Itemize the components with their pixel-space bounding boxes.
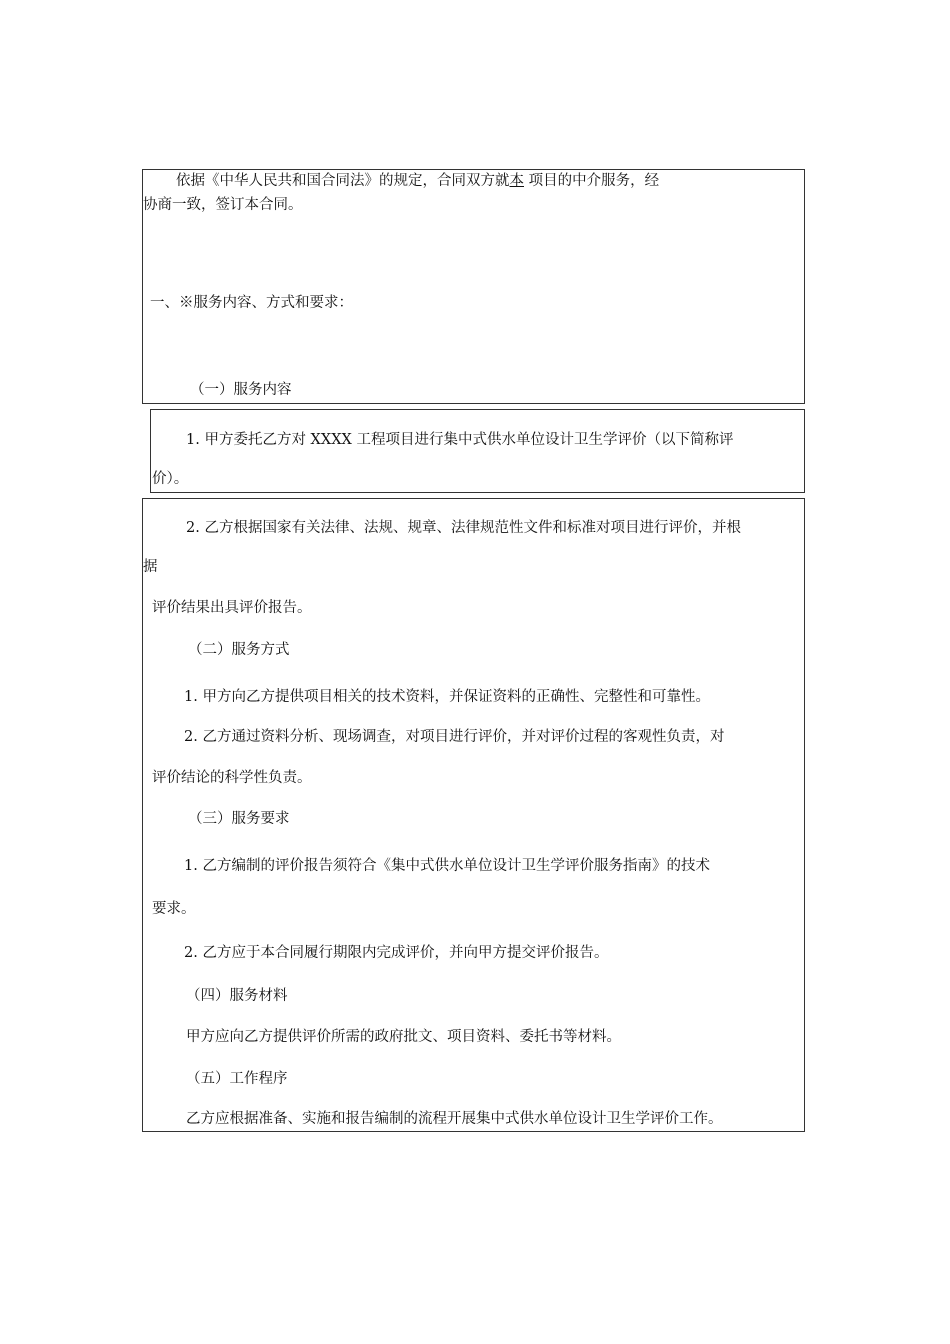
materials-text: 甲方应向乙方提供评价所需的政府批文、项目资料、委托书等材料。 [186, 1029, 621, 1045]
intro-text-a: 依据《中华人民共和国合同法》的规定，合同双方就 [176, 173, 510, 189]
subheading-service-requirements: （三）服务要求 [188, 811, 290, 827]
subheading-service-materials: （四）服务材料 [186, 988, 288, 1004]
procedure-text: 乙方应根据准备、实施和报告编制的流程开展集中式供水单位设计卫生学评价工作。 [186, 1111, 723, 1127]
intro-line-1 [176, 171, 659, 191]
requirement-item-1-line-2: 要求。 [152, 901, 196, 917]
service-item-1-box [150, 409, 805, 493]
service-item-1-line-1: 1. 甲方委托乙方对 XXXX 工程项目进行集中式供水单位设计卫生学评价（以下简称评 [186, 432, 734, 448]
section-heading-1: 一、※服务内容、方式和要求： [150, 295, 353, 311]
service-item-2-line-1: 2. 乙方根据国家有关法律、法规、规章、法律规范性文件和标准对项目进行评价，并根 [186, 520, 741, 536]
subheading-work-procedure: （五）工作程序 [186, 1071, 288, 1087]
intro-text-b: 项目的中介服务，经 [524, 173, 660, 189]
intro-underlined: 本 [509, 173, 524, 189]
service-item-2-line-2: 据 [143, 559, 158, 575]
method-item-1: 1. 甲方向乙方提供项目相关的技术资料，并保证资料的正确性、完整性和可靠性。 [184, 689, 710, 705]
method-item-2-line-1: 2. 乙方通过资料分析、现场调查，对项目进行评价，并对评价过程的客观性负责，对 [184, 729, 725, 745]
requirement-item-2: 2. 乙方应于本合同履行期限内完成评价，并向甲方提交评价报告。 [184, 945, 609, 961]
method-item-2-line-2: 评价结论的科学性负责。 [152, 770, 312, 786]
subheading-service-content: （一）服务内容 [190, 382, 292, 398]
service-item-2-line-3: 评价结果出具评价报告。 [152, 600, 312, 616]
intro-line-2: 协商一致，签订本合同。 [143, 197, 303, 213]
service-item-1-line-2: 价）。 [152, 471, 189, 487]
subheading-service-method: （二）服务方式 [188, 642, 290, 658]
requirement-item-1-line-1: 1. 乙方编制的评价报告须符合《集中式供水单位设计卫生学评价服务指南》的技术 [184, 858, 710, 874]
